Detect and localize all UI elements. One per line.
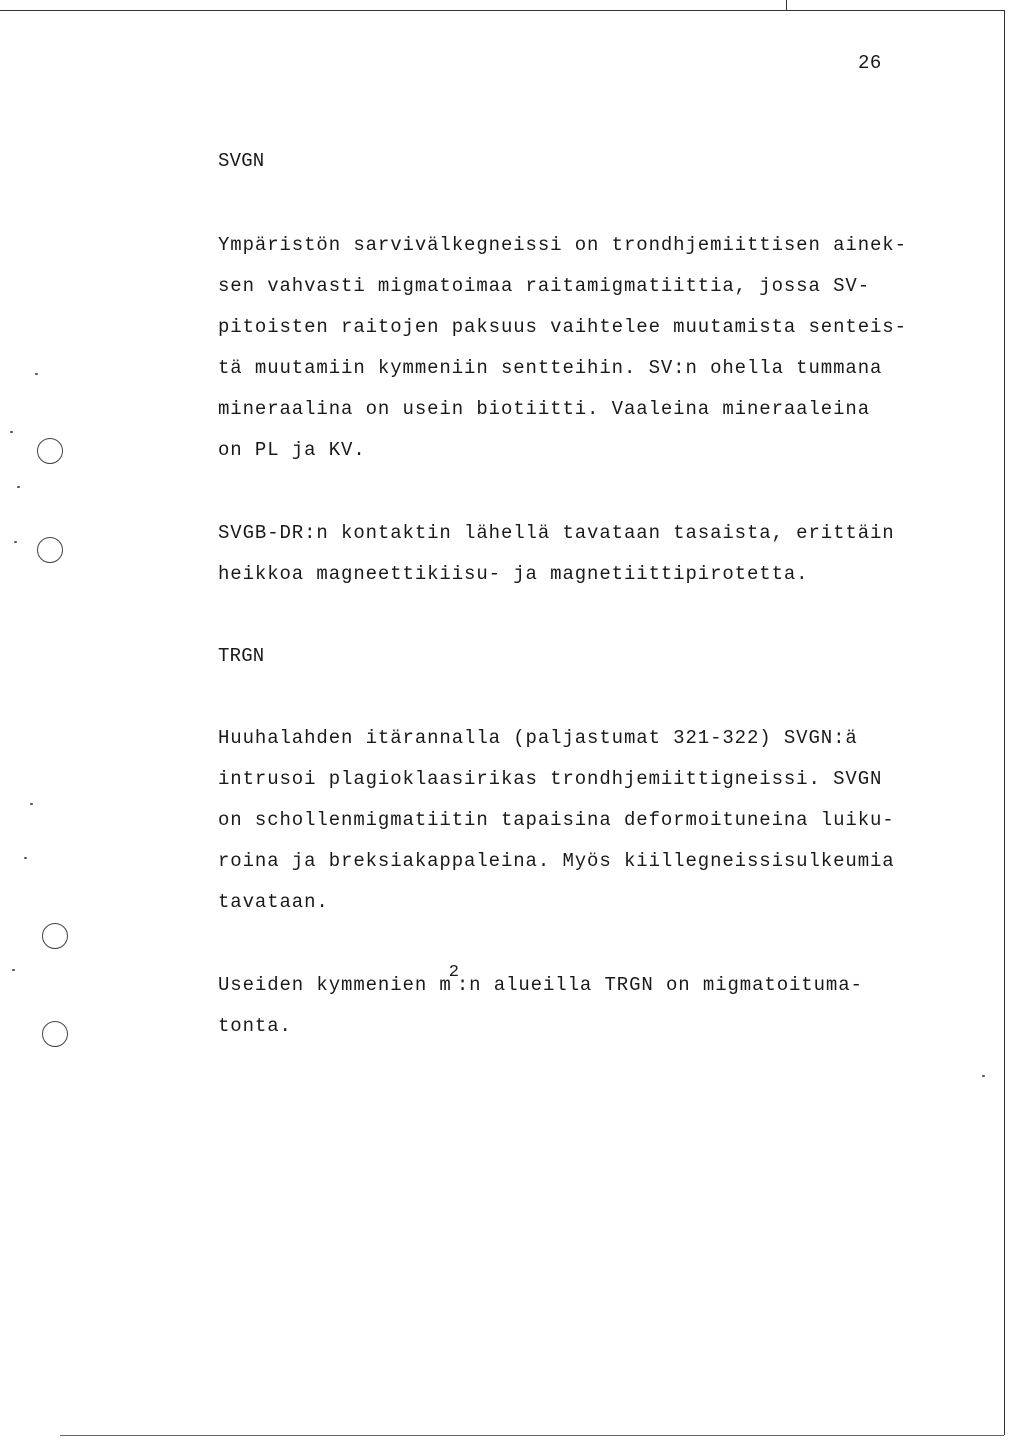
text-line: heikkoa magneettikiisu- ja magnetiittipirotetta. xyxy=(218,563,809,585)
svgn-paragraph-1 xyxy=(218,225,907,471)
text-fragment: :n alueilla TRGN on migmatoituma- xyxy=(456,974,863,996)
scan-speck xyxy=(35,373,38,375)
scan-speck xyxy=(10,431,13,433)
scan-speck xyxy=(12,969,15,971)
page-number: 26 xyxy=(858,52,882,74)
punch-hole-icon xyxy=(42,1021,68,1047)
scan-tick-mark xyxy=(786,0,787,10)
text-line: tä muutamiin kymmeniin sentteihin. SV:n ohella tummana xyxy=(218,357,883,379)
trgn-paragraph-1 xyxy=(218,718,895,923)
section-heading-trgn: TRGN xyxy=(218,645,265,667)
text-line: Ympäristön sarvivälkegneissi on trondhjemiittisen ainek- xyxy=(218,234,907,256)
text-line: intrusoi plagioklaasirikas trondhjemiittigneissi. SVGN xyxy=(218,768,883,790)
superscript: 2 xyxy=(448,963,460,982)
text-line: roina ja breksiakappaleina. Myös kiillegneissisulkeumia xyxy=(218,850,895,872)
text-line: tavataan. xyxy=(218,891,329,913)
text-line: on PL ja KV. xyxy=(218,439,366,461)
punch-hole-icon xyxy=(37,438,63,464)
text-line: on schollenmigmatiitin tapaisina deformoituneina luiku- xyxy=(218,809,895,831)
punch-hole-icon xyxy=(42,923,68,949)
text-line xyxy=(218,965,863,1006)
scan-speck xyxy=(30,803,33,805)
text-line: SVGB-DR:n kontaktin lähellä tavataan tasaista, erittäin xyxy=(218,522,895,544)
trgn-paragraph-2 xyxy=(218,965,863,1047)
text-fragment: Useiden kymmenien m xyxy=(218,974,452,996)
punch-hole-icon xyxy=(37,537,63,563)
scan-speck xyxy=(14,541,17,543)
section-heading-svgn: SVGN xyxy=(218,150,265,172)
scan-speck xyxy=(982,1075,985,1077)
text-line: tonta. xyxy=(218,1015,292,1037)
scan-speck xyxy=(24,857,27,859)
page-edge-right xyxy=(1004,10,1005,1435)
text-line: sen vahvasti migmatoimaa raitamigmatiittia, jossa SV- xyxy=(218,275,870,297)
page-edge-bottom xyxy=(60,1435,1004,1436)
svgn-paragraph-2 xyxy=(218,513,895,595)
text-line: mineraalina on usein biotiitti. Vaaleina mineraaleina xyxy=(218,398,870,420)
page-edge-top xyxy=(0,10,1004,11)
text-line: pitoisten raitojen paksuus vaihtelee muutamista senteis- xyxy=(218,316,907,338)
scan-speck xyxy=(17,486,20,488)
text-line: Huuhalahden itärannalla (paljastumat 321-322) SVGN:ä xyxy=(218,727,858,749)
